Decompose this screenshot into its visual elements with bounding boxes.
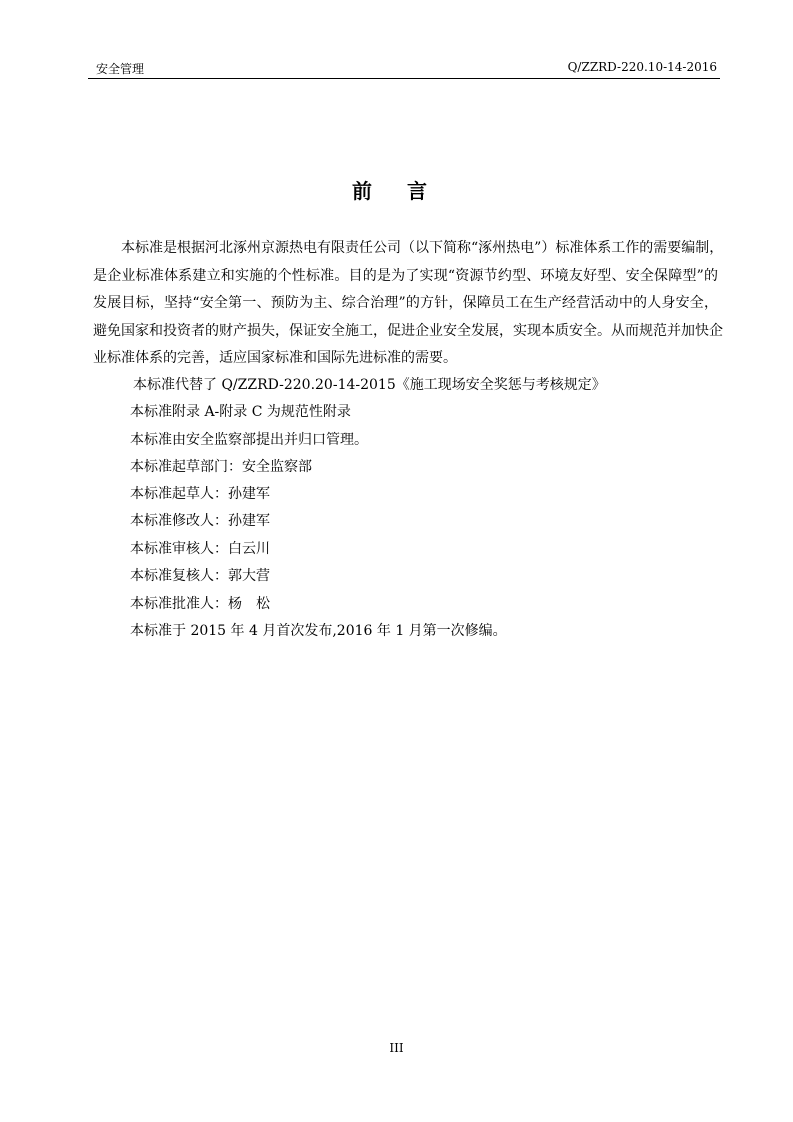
statement-proposed-by: 本标准由安全监察部提出并归口管理。 (130, 432, 368, 448)
page-number: III (389, 1041, 404, 1055)
header-rule (88, 78, 720, 79)
paragraph-line: 避免国家和投资者的财产损失，保证安全施工，促进企业安全发展，实现本质安全。从而规范并加快企 (93, 323, 723, 339)
statement-rechecker: 本标准复核人：郭大营 (130, 568, 270, 584)
paragraph-line: 是企业标准体系建立和实施的个性标准。目的是为了实现“资源节约型、环境友好型、安全保障型”的 (93, 268, 718, 284)
header-left-title: 安全管理 (96, 62, 145, 76)
header-document-code: Q/ZZRD-220.10-14-2016 (567, 60, 717, 74)
statement-replaces: 本标准代替了 Q/ZZRD-220.20-14-2015《施工现场安全奖惩与考核规定》 (133, 377, 606, 393)
statement-appendix: 本标准附录 A-附录 C 为规范性附录 (130, 404, 351, 420)
statement-approver: 本标准批准人：杨 松 (130, 596, 270, 612)
page-title: 前 言 (352, 179, 441, 203)
statement-drafter: 本标准起草人：孙建军 (130, 486, 270, 502)
statement-reviewer: 本标准审核人：白云川 (130, 541, 270, 557)
statement-drafting-dept: 本标准起草部门：安全监察部 (130, 459, 312, 475)
statement-release-history: 本标准于 2015 年 4 月首次发布,2016 年 1 月第一次修编。 (130, 623, 507, 639)
statement-reviser: 本标准修改人：孙建军 (130, 513, 270, 529)
paragraph-line: 本标准是根据河北涿州京源热电有限责任公司（以下简称“涿州热电”）标准体系工作的需要编制， (121, 240, 724, 256)
paragraph-line: 业标准体系的完善，适应国家标准和国际先进标准的需要。 (93, 350, 457, 366)
paragraph-line: 发展目标，坚持“安全第一、预防为主、综合治理”的方针，保障员工在生产经营活动中的人身安全， (93, 295, 718, 311)
